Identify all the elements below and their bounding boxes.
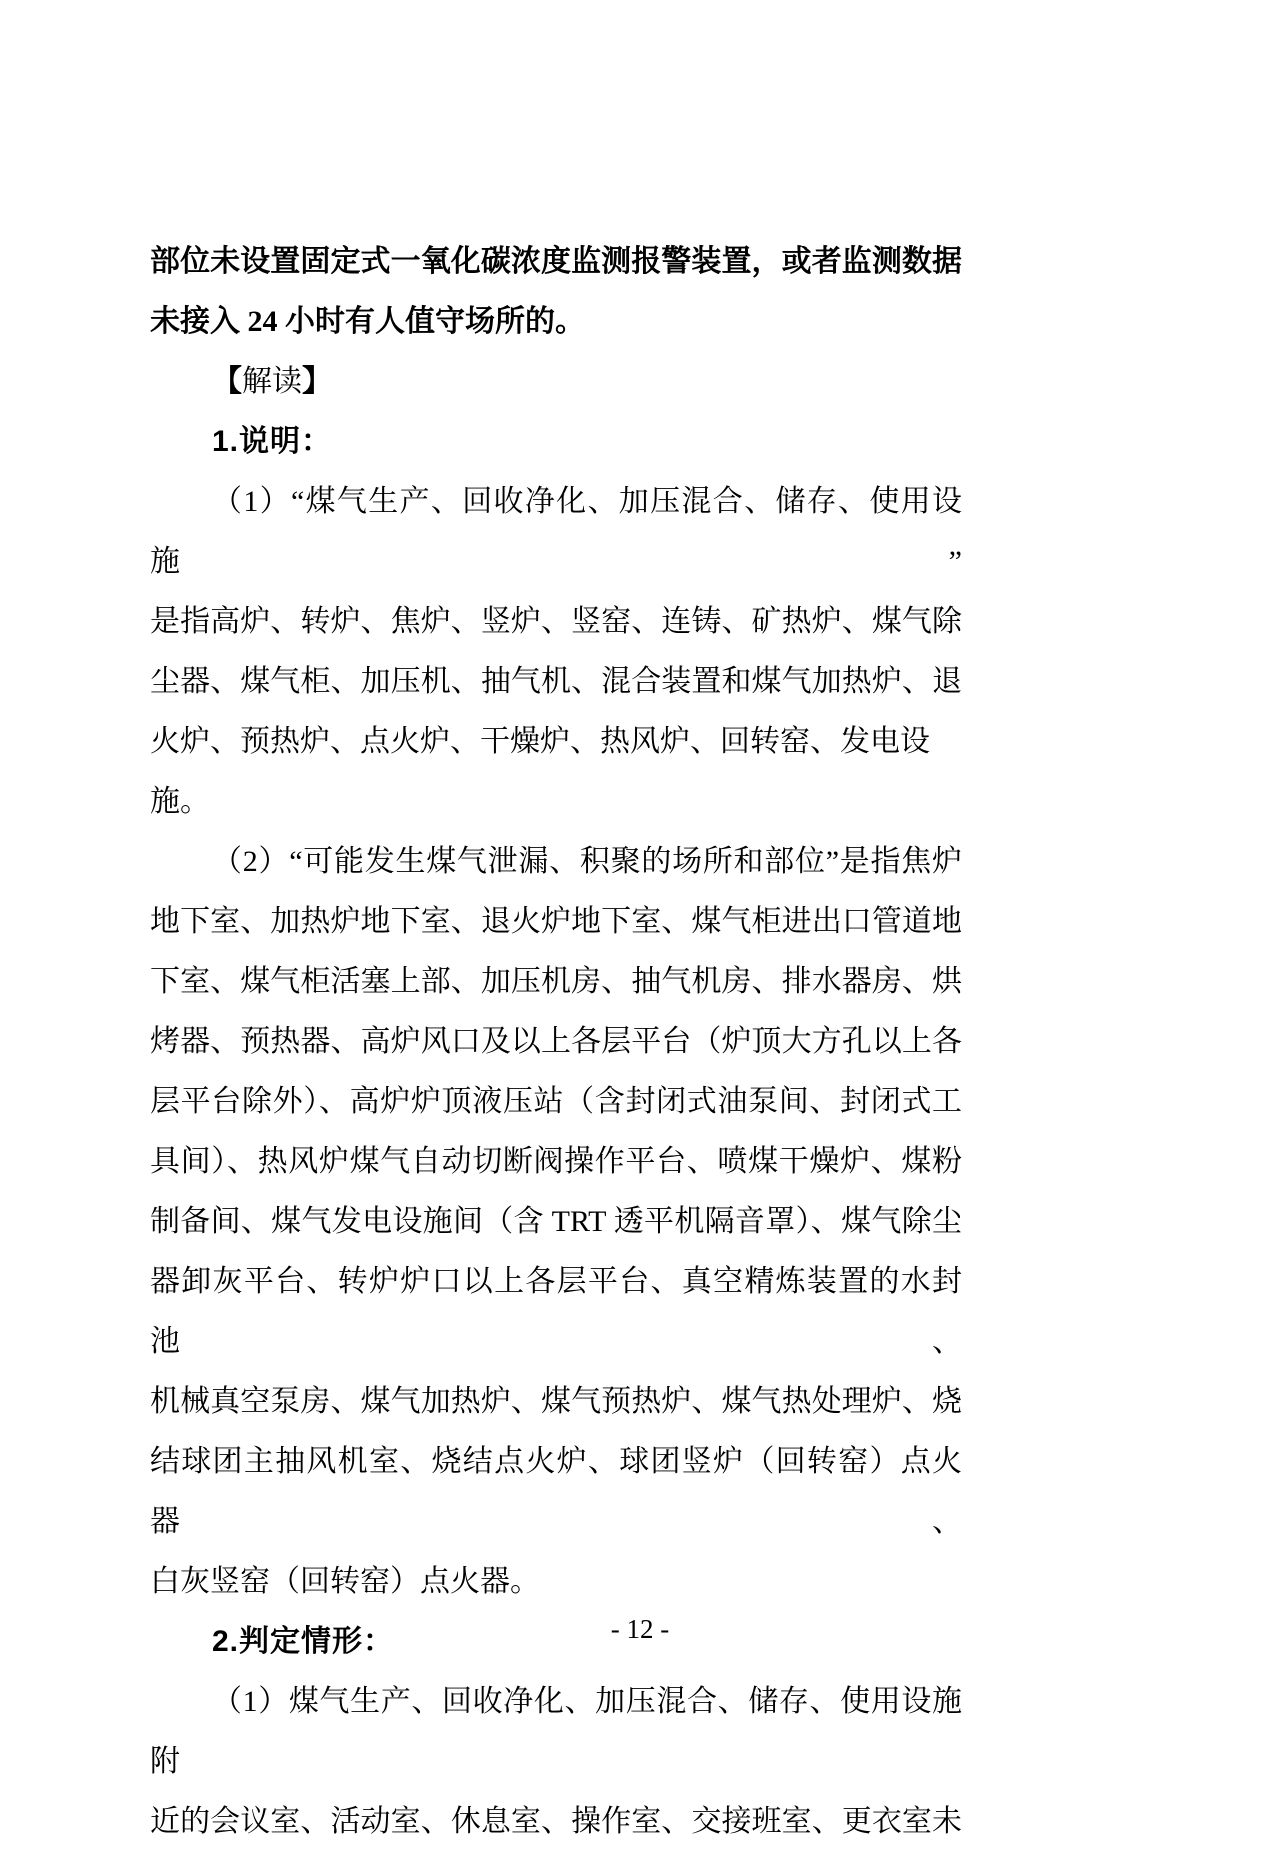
section-heading-2: 2.判定情形： bbox=[212, 1625, 395, 1658]
paragraph-intro bbox=[150, 232, 962, 352]
text-line: （1）“煤气生产、回收净化、加压混合、储存、使用设施” bbox=[150, 485, 962, 578]
text-line: 近的会议室、活动室、休息室、操作室、交接班室、更衣室未 bbox=[150, 1805, 962, 1838]
text-line: 地下室、加热炉地下室、退火炉地下室、煤气柜进出口管道地 bbox=[150, 905, 962, 938]
jiedu-close-bracket: 】 bbox=[302, 365, 332, 398]
text-line: 下室、煤气柜活塞上部、加压机房、抽气机房、排水器房、烘 bbox=[150, 965, 962, 998]
text-line: 结球团主抽风机室、烧结点火炉、球团竖炉（回转窑）点火器、 bbox=[150, 1445, 962, 1538]
text-line: 烤器、预热器、高炉风口及以上各层平台（炉顶大方孔以上各 bbox=[150, 1025, 962, 1058]
text-line: （2）“可能发生煤气泄漏、积聚的场所和部位”是指焦炉 bbox=[212, 845, 962, 878]
text-line: 器卸灰平台、转炉炉口以上各层平台、真空精炼装置的水封池、 bbox=[150, 1265, 962, 1358]
text-line: 部位未设置固定式一氧化碳浓度监测报警装置，或者监测数据 bbox=[150, 245, 962, 278]
text-line: 制备间、煤气发电设施间（含 TRT 透平机隔音罩）、煤气除尘 bbox=[150, 1205, 962, 1238]
text-line: 火炉、预热炉、点火炉、干燥炉、热风炉、回转窑、发电设施。 bbox=[150, 725, 930, 818]
text-line: 是指高炉、转炉、焦炉、竖炉、竖窑、连铸、矿热炉、煤气除 bbox=[150, 605, 962, 638]
text-line: 层平台除外）、高炉炉顶液压站（含封闭式油泵间、封闭式工 bbox=[150, 1085, 962, 1118]
text-line: 尘器、煤气柜、加压机、抽气机、混合装置和煤气加热炉、退 bbox=[150, 665, 962, 698]
jiedu-label: 解读 bbox=[242, 365, 302, 398]
paragraph-2 bbox=[150, 832, 962, 1612]
text-line: 具间）、热风炉煤气自动切断阀操作平台、喷煤干燥炉、煤粉 bbox=[150, 1145, 962, 1178]
text-line: 机械真空泵房、煤气加热炉、煤气预热炉、煤气热处理炉、烧 bbox=[150, 1385, 962, 1418]
jiedu-open-bracket: 【 bbox=[212, 365, 242, 398]
section-heading-1: 1.说明： bbox=[212, 425, 333, 458]
jiedu-heading bbox=[150, 352, 962, 412]
page-number: - 12 - bbox=[610, 1614, 670, 1644]
text-line: （1）煤气生产、回收净化、加压混合、储存、使用设施附 bbox=[150, 1685, 962, 1778]
paragraph-1 bbox=[150, 472, 962, 832]
text-line: 白灰竖窑（回转窑）点火器。 bbox=[150, 1565, 540, 1598]
paragraph-3 bbox=[150, 1672, 962, 1852]
text-line: 未接入 24 小时有人值守场所的。 bbox=[150, 305, 585, 338]
